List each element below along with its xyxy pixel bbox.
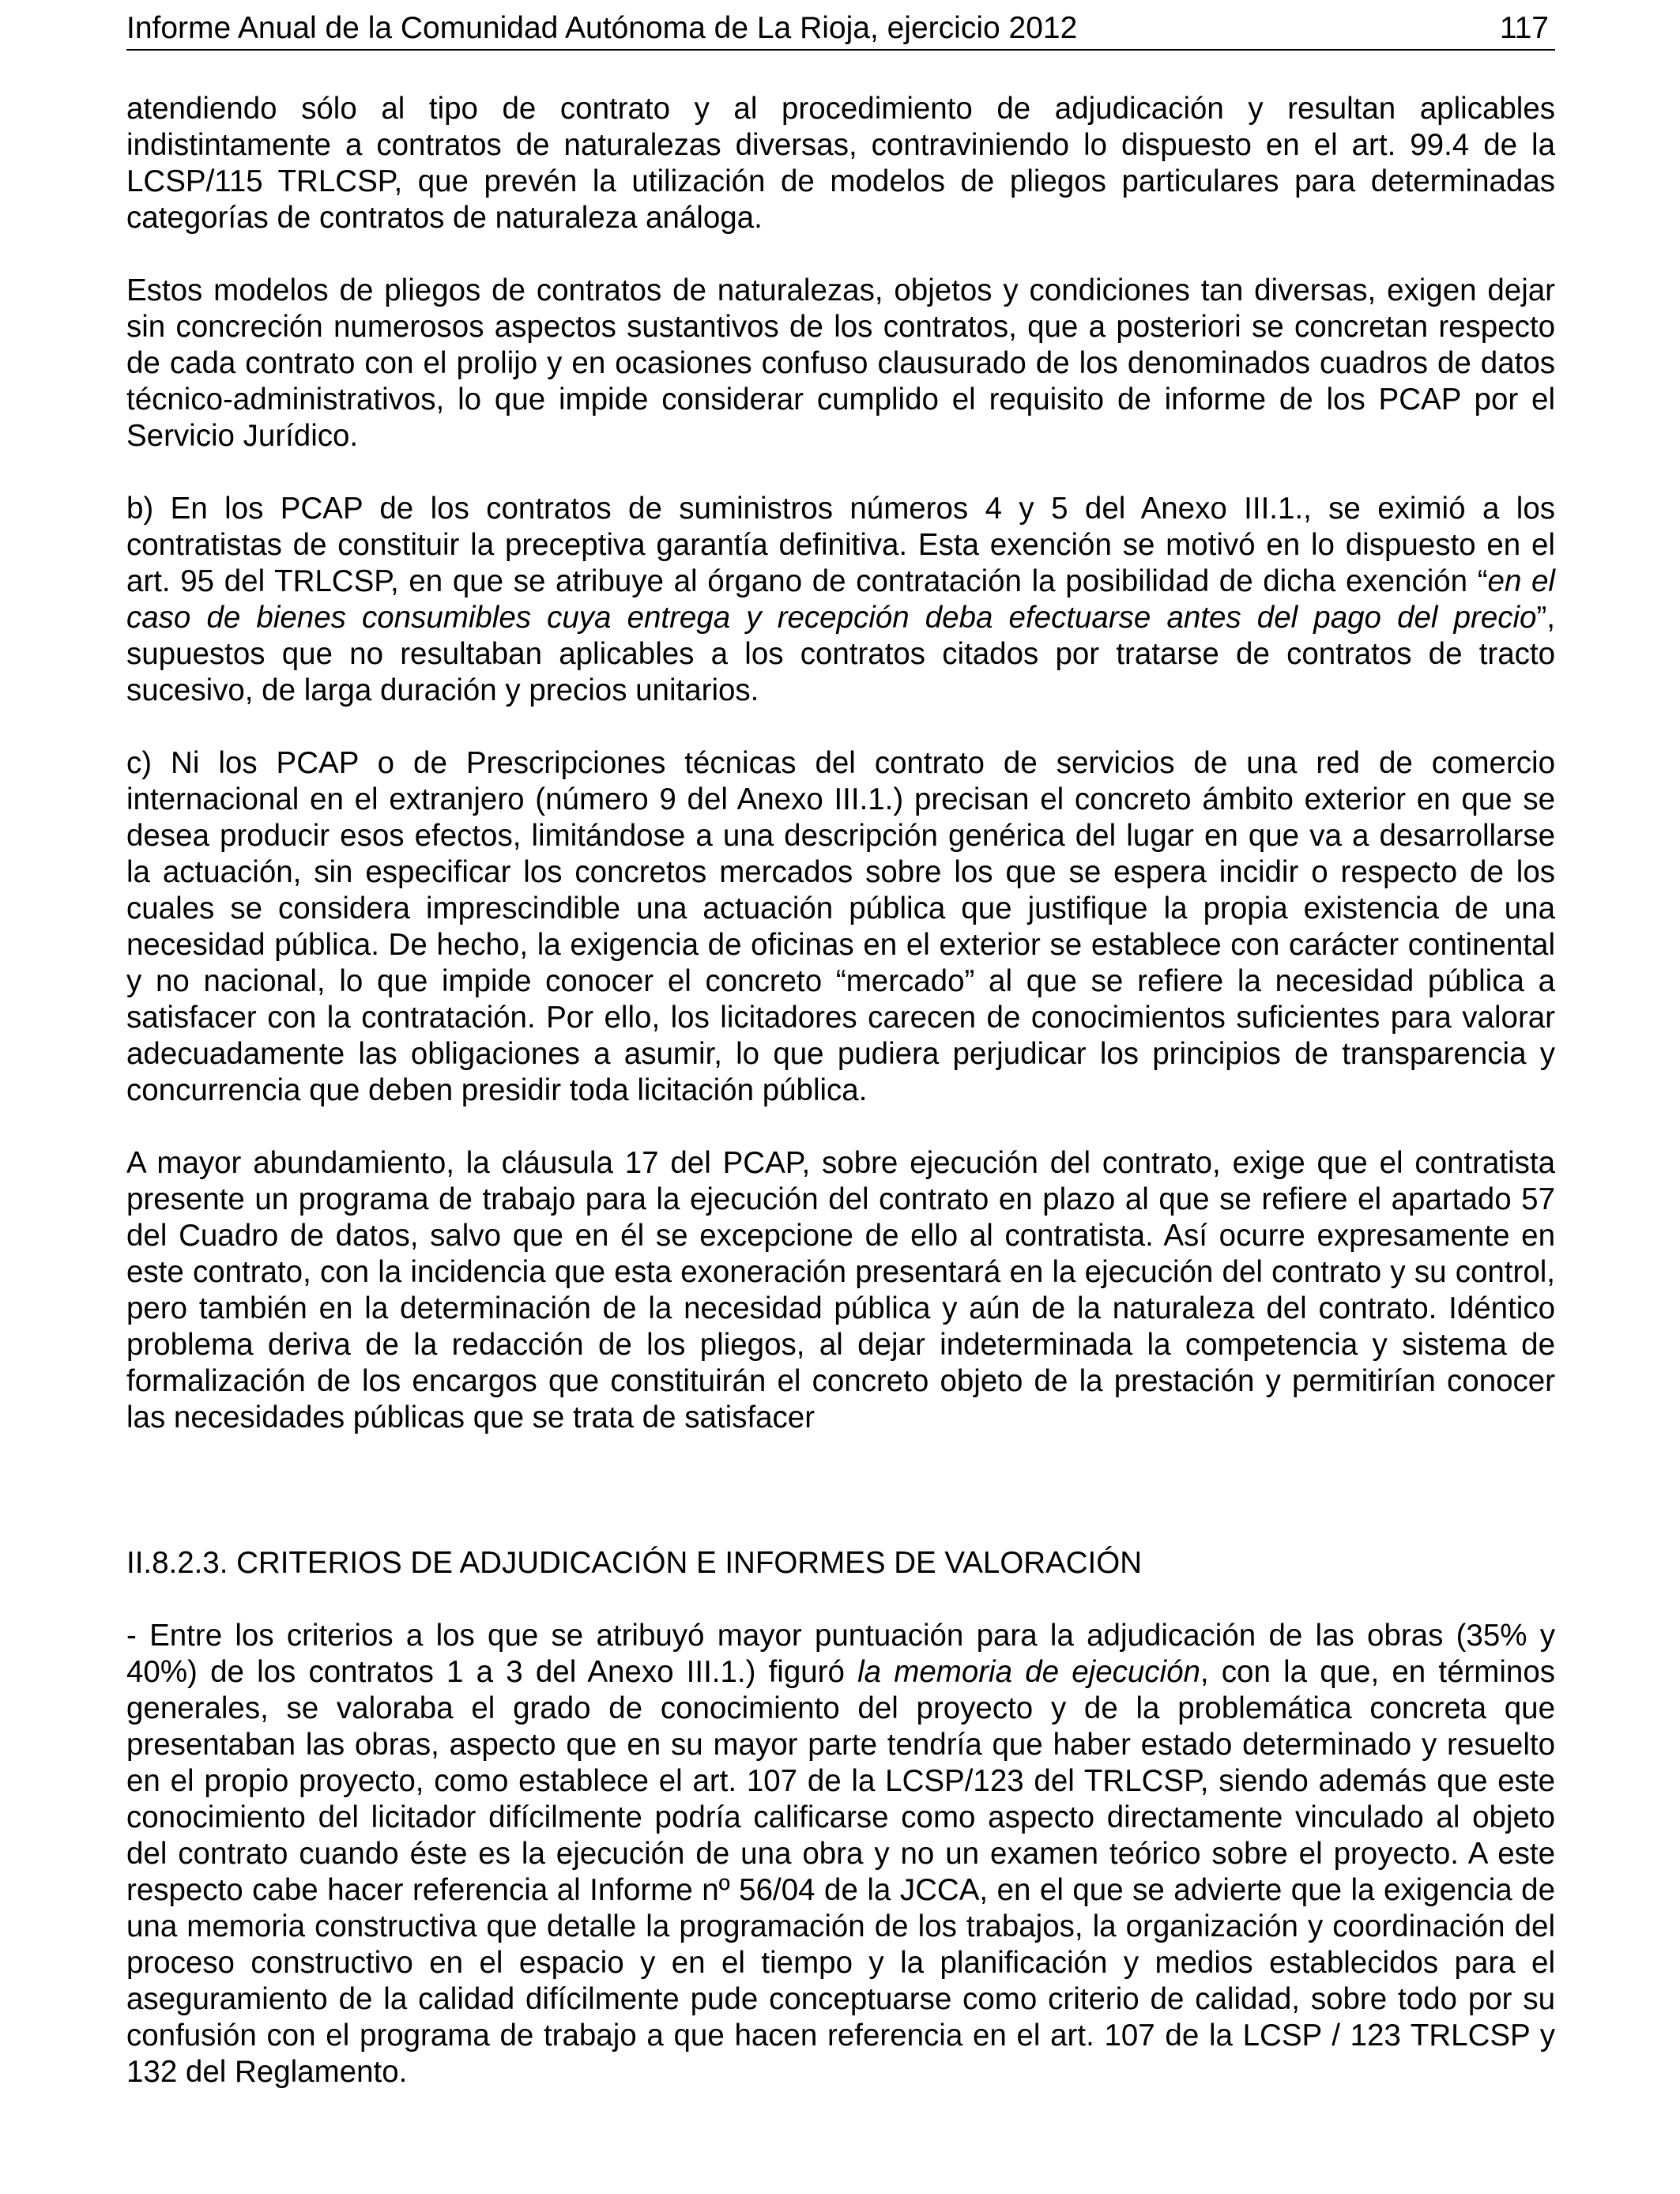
paragraph-criterios-text-1: - Entre los criterios a los que se atribuyó mayor puntuación para la adjudicación de las obras (35% y 40%) de los contratos 1 a 3 del Anexo III.1.) figuró <box>126 1619 1555 1689</box>
paragraph-concrecion: Estos modelos de pliegos de contratos de naturalezas, objetos y condiciones tan diversas, exigen dejar sin concreción numerosos aspectos sustantivos de los contratos, que a posteriori se concretan respecto de cada contrato con el prolijo y en ocasiones confuso clausurado de los denominados cuadros de datos técnico-administrativos, lo que impide considerar cumplido el requisito de informe de los PCAP por el Servicio Jurídico. <box>126 273 1555 453</box>
paragraph-b-quote: en el caso de bienes consumibles cuya entrega y recepción deba efectuarse antes del pago del precio <box>126 564 1555 635</box>
paragraph-b-text-2: ”, supuestos que no resultaban aplicables a los contratos citados por tratarse de contratos de tracto sucesivo, de larga duración y precios unitarios. <box>126 601 1555 707</box>
paragraph-criterios <box>126 1618 1555 2090</box>
paragraph-b-garantia <box>126 491 1555 709</box>
paragraph-c-comercio: c) Ni los PCAP o de Prescripciones técnicas del contrato de servicios de una red de comercio internacional en el extranjero (número 9 del Anexo III.1.) precisan el concreto ámbito exterior en que se desea producir esos efectos, limitándose a una descripción genérica del lugar en que va a desarrollarse la actuación, sin especificar los concretos mercados sobre los que se espera incidir o respecto de los cuales se considera imprescindible una actuación pública que justifique la propia existencia de una necesidad pública. De hecho, la exigencia de oficinas en el exterior se establece con carácter continental y no nacional, lo que impide conocer el concreto “mercado” al que se refiere la necesidad pública a satisfacer con la contratación. Por ello, los licitadores carecen de conocimientos suficientes para valorar adecuadamente las obligaciones a asumir, lo que pudiera perjudicar los principios de transparencia y concurrencia que deben presidir toda licitación pública. <box>126 746 1555 1107</box>
paragraph-pliegos-models: atendiendo sólo al tipo de contrato y al procedimiento de adjudicación y resultan aplicables indistintamente a contratos de naturalezas diversas, contraviniendo lo dispuesto en el art. 99.4 de la LCSP/115 TRLCSP, que prevén la utilización de modelos de pliegos particulares para determinadas categorías de contratos de naturaleza análoga. <box>126 92 1555 235</box>
running-header <box>126 8 1555 51</box>
paragraph-criterios-text-2: , con la que, en términos generales, se valoraba el grado de conocimiento del proyecto y de la problemática concreta que presentaban las obras, aspecto que en su mayor parte tendría que haber estado determinado y resuelto en el propio proyecto, como establece el art. 107 de la LCSP/123 del TRLCSP, siendo además que este conocimiento del licitador difícilmente podría calificarse como aspecto directamente vinculado al objeto del contrato cuando éste es la ejecución de una obra y no un examen teórico sobre el proyecto. A este respecto cabe hacer referencia al Informe nº 56/04 de la JCCA, en el que se advierte que la exigencia de una memoria constructiva que detalle la programación de los trabajos, la organización y coordinación del proceso constructivo en el espacio y en el tiempo y la planificación y medios establecidos para el aseguramiento de la calidad difícilmente pude conceptuarse como criterio de calidad, sobre todo por su confusión con el programa de trabajo a que hacen referencia en el art. 107 de la LCSP / 123 TRLCSP y 132 del Reglamento. <box>126 1655 1555 2089</box>
paragraph-b-text-1: b) En los PCAP de los contratos de suministros números 4 y 5 del Anexo III.1., se eximió a los contratistas de constituir la preceptiva garantía definitiva. Esta exención se motivó en lo dispuesto en el art. 95 del TRLCSP, en que se atribuye al órgano de contratación la posibilidad de dicha exención “ <box>126 492 1555 598</box>
paragraph-mayor-abundamiento: A mayor abundamiento, la cláusula 17 del PCAP, sobre ejecución del contrato, exige que el contratista presente un programa de trabajo para la ejecución del contrato en plazo al que se refiere el apartado 57 del Cuadro de datos, salvo que en él se excepcione de ello al contratista. Así ocurre expresamente en este contrato, con la incidencia que esta exoneración presentará en la ejecución del contrato y su control, pero también en la determinación de la necesidad pública y aún de la naturaleza del contrato. Idéntico problema deriva de la redacción de los pliegos, al dejar indeterminada la competencia y sistema de formalización de los encargos que constituirán el concreto objeto de la prestación y permitirían conocer las necesidades públicas que se trata de satisfacer <box>126 1146 1555 1434</box>
page-number: 117 <box>1499 11 1549 45</box>
section-heading: II.8.2.3. CRITERIOS DE ADJUDICACIÓN E INFORMES DE VALORACIÓN <box>126 1546 1142 1580</box>
body-text <box>126 91 1555 2090</box>
report-title: Informe Anual de la Comunidad Autónoma de La Rioja, ejercicio 2012 <box>126 11 1078 45</box>
paragraph-criterios-italic: la memoria de ejecución <box>857 1655 1200 1689</box>
